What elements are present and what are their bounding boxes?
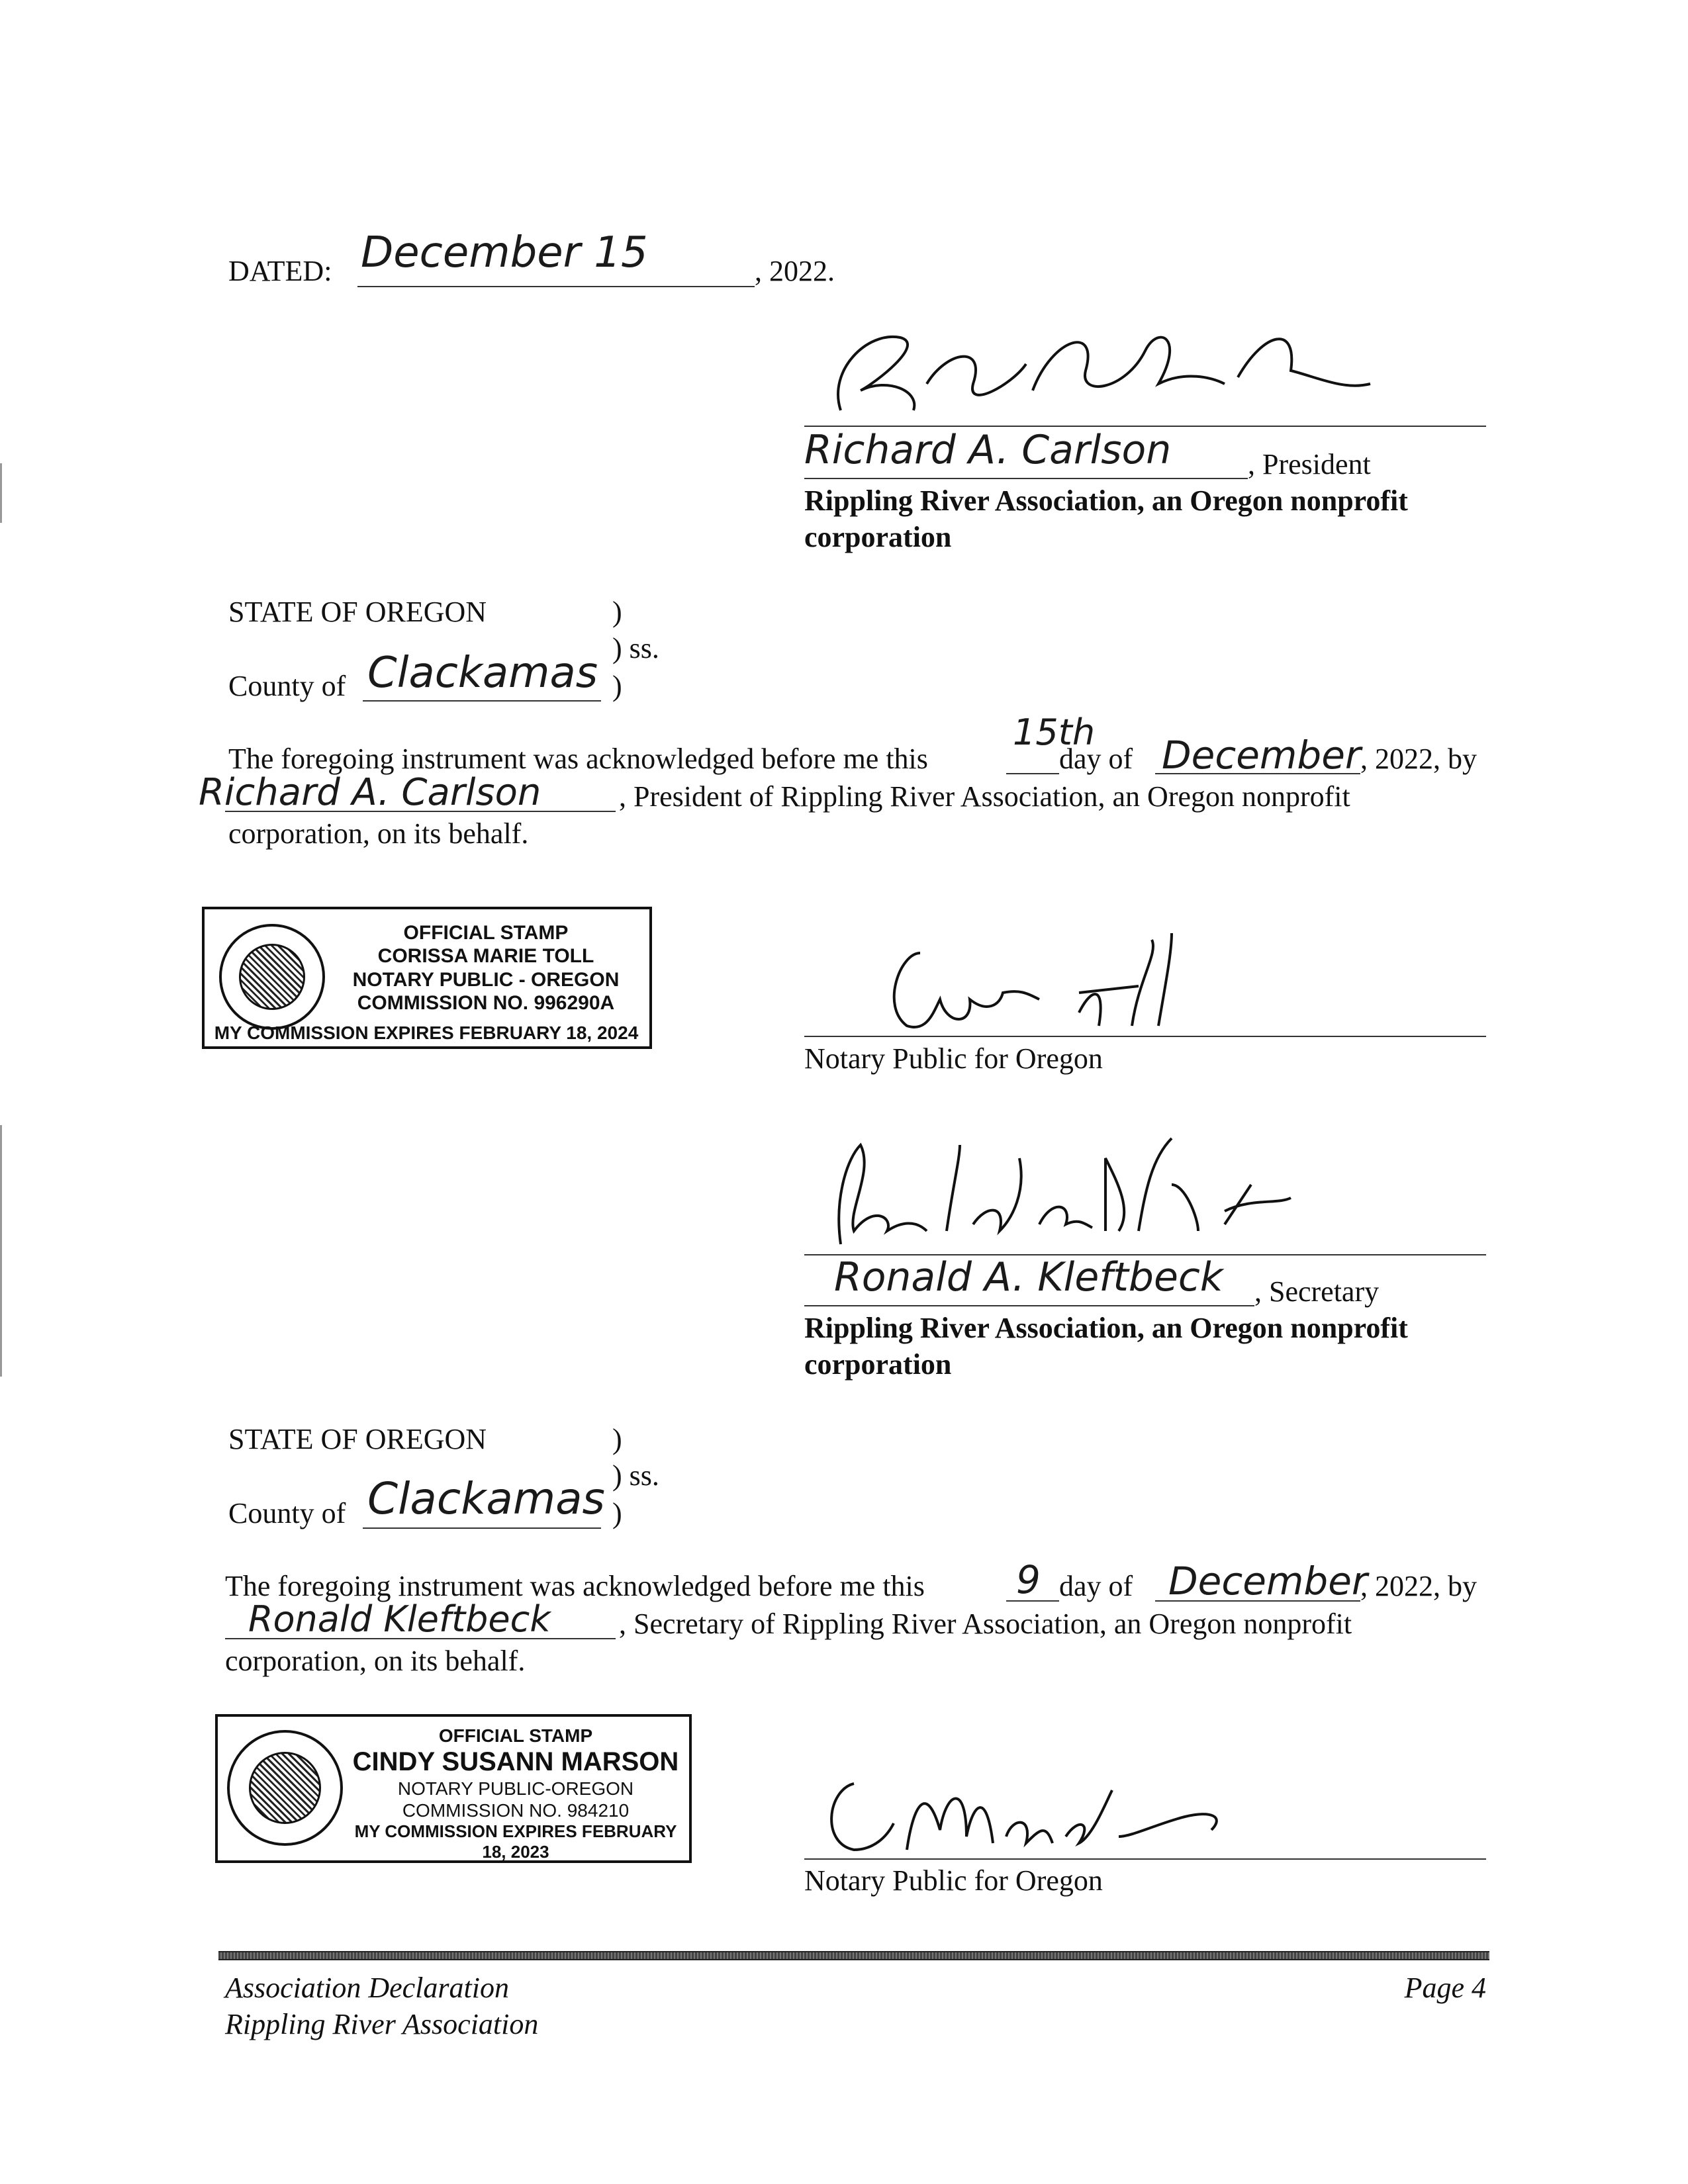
ack1-paren1: ) — [612, 596, 622, 628]
ack2-paren1: ) — [612, 1423, 622, 1455]
ack2-county-underline — [363, 1527, 601, 1529]
secretary-printed-name: Ronald A. Kleftbeck — [834, 1254, 1223, 1300]
ack1-line2-rest: , President of Rippling River Association, an Oregon nonprofit — [619, 780, 1350, 813]
president-org-line2: corporation — [804, 521, 952, 553]
ack1-county-value: Clackamas — [367, 649, 598, 698]
ack2-month-value: December — [1168, 1559, 1368, 1604]
scan-edge-mark — [0, 463, 2, 523]
ack2-name-underline — [225, 1638, 616, 1639]
dated-label: DATED: — [228, 255, 332, 287]
ack1-line1-c: , 2022, by — [1360, 743, 1477, 775]
notary2-signature-line — [804, 1858, 1486, 1860]
ack1-name-underline — [225, 811, 616, 812]
ack1-state: STATE OF OREGON — [228, 596, 487, 628]
ack1-line1-a: The foregoing instrument was acknowledged before me this — [228, 743, 928, 775]
stamp1-line5: MY COMMISSION EXPIRES FEBRUARY 18, 2024 — [214, 1023, 639, 1043]
ack2-line3: corporation, on its behalf. — [225, 1645, 526, 1677]
ack1-line3: corporation, on its behalf. — [228, 817, 529, 850]
president-org-line1: Rippling River Association, an Oregon nonprofit — [804, 484, 1408, 517]
ack2-line1-a: The foregoing instrument was acknowledged before me this — [225, 1570, 925, 1602]
president-printed-name: Richard A. Carlson — [804, 427, 1172, 473]
ack2-day-underline — [1006, 1600, 1059, 1602]
ack2-county-value: Clackamas — [367, 1473, 605, 1524]
stamp2-line4: COMMISSION NO. 984210 — [402, 1800, 630, 1821]
notary2-signature — [814, 1764, 1238, 1863]
ack1-line1-b: day of — [1059, 743, 1133, 775]
footer-association: Rippling River Association — [225, 2008, 539, 2040]
secretary-signature — [827, 1118, 1304, 1251]
stamp2-line2: CINDY SUSANN MARSON — [352, 1747, 679, 1777]
ack1-day-value: 15th — [1013, 711, 1096, 753]
ack2-ss: ) ss. — [612, 1459, 659, 1492]
stamp2-line1: OFFICIAL STAMP — [438, 1725, 593, 1746]
ack2-state: STATE OF OREGON — [228, 1423, 487, 1455]
state-seal-icon — [219, 924, 325, 1030]
president-name-underline — [804, 478, 1248, 479]
ack1-county-label: County of — [228, 670, 346, 702]
stamp1-line3: NOTARY PUBLIC - OREGON — [352, 968, 620, 991]
ack1-paren2: ) — [612, 670, 622, 702]
president-title: , President — [1248, 448, 1371, 480]
footer-rule — [218, 1951, 1489, 1960]
ack2-name-value: Ronald Kleftbeck — [248, 1598, 551, 1640]
secretary-title: , Secretary — [1254, 1275, 1380, 1308]
secretary-name-underline — [804, 1305, 1254, 1306]
dated-handwritten-date: December 15 — [361, 228, 648, 277]
footer-doc-title: Association Declaration — [225, 1972, 509, 2004]
ack1-day-underline — [1006, 773, 1059, 774]
notary1-caption: Notary Public for Oregon — [804, 1042, 1103, 1075]
ack1-name-value: Richard A. Carlson — [199, 771, 541, 814]
notary1-signature — [861, 927, 1178, 1039]
stamp2-line5: MY COMMISSION EXPIRES FEBRUARY 18, 2023 — [354, 1821, 677, 1862]
ack1-month-underline — [1155, 773, 1360, 774]
secretary-org-line1: Rippling River Association, an Oregon nonprofit — [804, 1312, 1408, 1344]
dated-underline — [357, 286, 755, 287]
state-seal-icon — [227, 1730, 343, 1846]
ack1-county-underline — [363, 700, 601, 702]
ack1-ss: ) ss. — [612, 632, 659, 664]
stamp1-line2: CORISSA MARIE TOLL — [377, 945, 594, 968]
ack2-line1-b: day of — [1059, 1570, 1133, 1602]
ack2-line2-rest: , Secretary of Rippling River Association, an Oregon nonprofit — [619, 1608, 1352, 1640]
footer-page-number: Page 4 — [1404, 1972, 1486, 2004]
ack2-month-underline — [1155, 1600, 1360, 1602]
ack1-month-value: December — [1162, 733, 1361, 778]
notary-stamp-1 — [202, 907, 652, 1049]
secretary-org-line2: corporation — [804, 1348, 952, 1381]
ack2-county-label: County of — [228, 1497, 346, 1529]
stamp1-line4: COMMISSION NO. 996290A — [357, 992, 615, 1015]
notary-stamp-2 — [215, 1714, 692, 1863]
notary1-signature-line — [804, 1036, 1486, 1037]
stamp2-line3: NOTARY PUBLIC-OREGON — [397, 1778, 634, 1799]
stamp1-line1: OFFICIAL STAMP — [403, 922, 569, 944]
dated-year: , 2022. — [755, 255, 835, 287]
ack2-line1-c: , 2022, by — [1360, 1570, 1477, 1602]
ack2-paren2: ) — [612, 1497, 622, 1529]
president-signature — [814, 311, 1383, 424]
scan-edge-mark — [0, 1125, 2, 1377]
notary2-caption: Notary Public for Oregon — [804, 1864, 1103, 1897]
ack2-day-value: 9 — [1016, 1557, 1041, 1602]
